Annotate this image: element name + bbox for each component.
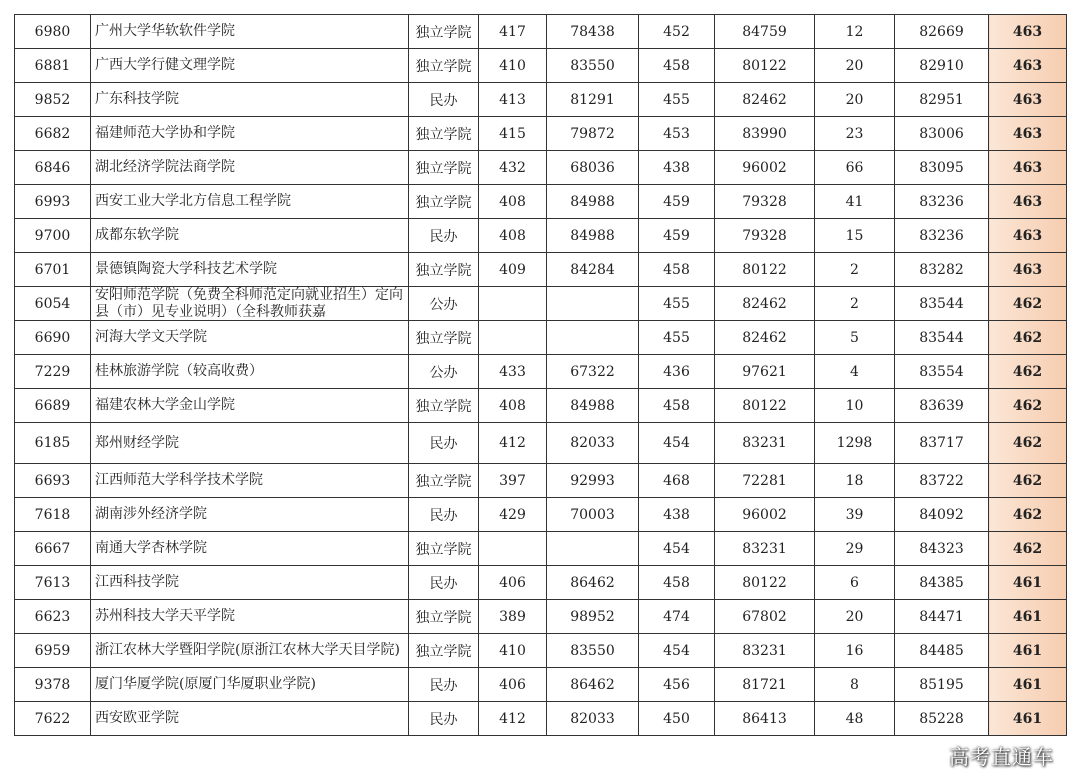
- rank-cell-1: 81291: [547, 83, 639, 117]
- school-code-cell: 6690: [15, 321, 91, 355]
- school-type-cell: 独立学院: [409, 464, 479, 498]
- rank-cell-3: 83006: [895, 117, 989, 151]
- table-row: [15, 498, 1067, 532]
- rank-cell-1: 84988: [547, 219, 639, 253]
- min-score-cell: 461: [989, 600, 1067, 634]
- rank-cell-2: 80122: [715, 49, 815, 83]
- rank-cell-1: 84988: [547, 389, 639, 423]
- score-cell-1: 417: [479, 15, 547, 49]
- score-cell-2: 455: [639, 321, 715, 355]
- table-row: [15, 321, 1067, 355]
- min-score-cell: 463: [989, 219, 1067, 253]
- count-cell: 23: [815, 117, 895, 151]
- school-name-text: 苏州科技大学天平学院: [95, 608, 235, 624]
- score-cell-2: 459: [639, 185, 715, 219]
- rank-cell-3: 83282: [895, 253, 989, 287]
- school-name-text: 浙江农林大学暨阳学院(原浙江农林大学天目学院): [95, 642, 400, 658]
- rank-cell-1: 67322: [547, 355, 639, 389]
- rank-cell-2: 82462: [715, 321, 815, 355]
- score-cell-1: 412: [479, 702, 547, 736]
- school-name-cell: [91, 15, 409, 49]
- min-score-cell: 462: [989, 498, 1067, 532]
- rank-cell-2: 80122: [715, 566, 815, 600]
- min-score-cell: 461: [989, 668, 1067, 702]
- min-score-cell: 463: [989, 117, 1067, 151]
- score-cell-1: 397: [479, 464, 547, 498]
- school-code-cell: 7613: [15, 566, 91, 600]
- score-cell-1: 432: [479, 151, 547, 185]
- score-cell-2: 454: [639, 423, 715, 464]
- score-cell-2: 436: [639, 355, 715, 389]
- rank-cell-2: 79328: [715, 219, 815, 253]
- rank-cell-3: 83722: [895, 464, 989, 498]
- score-cell-1: 412: [479, 423, 547, 464]
- rank-cell-3: 82951: [895, 83, 989, 117]
- school-code-cell: 6185: [15, 423, 91, 464]
- rank-cell-2: 72281: [715, 464, 815, 498]
- score-cell-1: 429: [479, 498, 547, 532]
- table-row: [15, 423, 1067, 464]
- rank-cell-3: 83639: [895, 389, 989, 423]
- table-row: [15, 15, 1067, 49]
- school-code-cell: 6667: [15, 532, 91, 566]
- score-cell-2: 438: [639, 151, 715, 185]
- rank-cell-2: 97621: [715, 355, 815, 389]
- rank-cell-1: 84284: [547, 253, 639, 287]
- table-row: [15, 634, 1067, 668]
- rank-cell-1: 92993: [547, 464, 639, 498]
- count-cell: 66: [815, 151, 895, 185]
- table-row: [15, 668, 1067, 702]
- rank-cell-1: 82033: [547, 702, 639, 736]
- school-type-cell: 独立学院: [409, 117, 479, 151]
- table-row: [15, 532, 1067, 566]
- school-name-cell: [91, 389, 409, 423]
- school-name-cell: [91, 498, 409, 532]
- min-score-cell: 461: [989, 634, 1067, 668]
- rank-cell-3: 84385: [895, 566, 989, 600]
- rank-cell-3: 84323: [895, 532, 989, 566]
- school-type-cell: 独立学院: [409, 321, 479, 355]
- school-name-cell: [91, 83, 409, 117]
- school-code-cell: 6623: [15, 600, 91, 634]
- table-row: [15, 49, 1067, 83]
- score-cell-1: 433: [479, 355, 547, 389]
- school-type-cell: 公办: [409, 355, 479, 389]
- count-cell: 2: [815, 253, 895, 287]
- count-cell: 29: [815, 532, 895, 566]
- rank-cell-1: 83550: [547, 634, 639, 668]
- count-cell: 41: [815, 185, 895, 219]
- rank-cell-1: 68036: [547, 151, 639, 185]
- school-name-text: 西安欧亚学院: [95, 710, 179, 726]
- school-code-cell: 6693: [15, 464, 91, 498]
- rank-cell-1: 82033: [547, 423, 639, 464]
- score-cell-2: 438: [639, 498, 715, 532]
- school-code-cell: 6689: [15, 389, 91, 423]
- score-cell-1: 408: [479, 185, 547, 219]
- school-name-cell: [91, 253, 409, 287]
- rank-cell-2: 83231: [715, 423, 815, 464]
- school-code-cell: 9700: [15, 219, 91, 253]
- min-score-cell: 462: [989, 389, 1067, 423]
- score-cell-1: [479, 532, 547, 566]
- count-cell: 10: [815, 389, 895, 423]
- score-cell-2: 456: [639, 668, 715, 702]
- rank-cell-2: 86413: [715, 702, 815, 736]
- min-score-cell: 463: [989, 151, 1067, 185]
- count-cell: 5: [815, 321, 895, 355]
- rank-cell-1: 70003: [547, 498, 639, 532]
- school-type-cell: 独立学院: [409, 185, 479, 219]
- school-name-text: 湖北经济学院法商学院: [95, 159, 235, 175]
- rank-cell-3: 83554: [895, 355, 989, 389]
- table-row: [15, 566, 1067, 600]
- school-name-text: 景德镇陶瓷大学科技艺术学院: [95, 261, 277, 277]
- count-cell: 20: [815, 49, 895, 83]
- school-name-text: 安阳师范学院（免费全科师范定向就业招生）定向县（市）见专业说明）（全科教师获嘉: [95, 287, 403, 320]
- school-name-cell: [91, 464, 409, 498]
- rank-cell-1: 78438: [547, 15, 639, 49]
- school-name-text: 广州大学华软软件学院: [95, 23, 235, 39]
- count-cell: 8: [815, 668, 895, 702]
- school-name-cell: [91, 634, 409, 668]
- rank-cell-1: 98952: [547, 600, 639, 634]
- table-row: [15, 464, 1067, 498]
- min-score-cell: 463: [989, 185, 1067, 219]
- min-score-cell: 462: [989, 423, 1067, 464]
- rank-cell-3: 83236: [895, 219, 989, 253]
- count-cell: 12: [815, 15, 895, 49]
- school-name-cell: [91, 185, 409, 219]
- score-cell-2: 458: [639, 253, 715, 287]
- school-code-cell: 6682: [15, 117, 91, 151]
- school-type-cell: 民办: [409, 83, 479, 117]
- score-cell-2: 458: [639, 566, 715, 600]
- rank-cell-2: 80122: [715, 253, 815, 287]
- rank-cell-2: 83231: [715, 634, 815, 668]
- rank-cell-2: 80122: [715, 389, 815, 423]
- school-name-cell: [91, 532, 409, 566]
- score-cell-1: 410: [479, 49, 547, 83]
- score-cell-2: 459: [639, 219, 715, 253]
- watermark-logo: 高考直通车: [949, 745, 1054, 769]
- min-score-cell: 461: [989, 702, 1067, 736]
- school-type-cell: 民办: [409, 498, 479, 532]
- rank-cell-1: 79872: [547, 117, 639, 151]
- rank-cell-1: 86462: [547, 668, 639, 702]
- score-cell-2: 458: [639, 49, 715, 83]
- school-type-cell: 独立学院: [409, 600, 479, 634]
- min-score-cell: 463: [989, 49, 1067, 83]
- admission-score-table: [14, 14, 1067, 736]
- school-name-text: 江西师范大学科学技术学院: [95, 472, 263, 488]
- school-name-text: 桂林旅游学院（较高收费）: [95, 363, 263, 379]
- school-code-cell: 6881: [15, 49, 91, 83]
- school-name-cell: [91, 151, 409, 185]
- rank-cell-3: 83717: [895, 423, 989, 464]
- rank-cell-3: 84485: [895, 634, 989, 668]
- school-name-cell: [91, 49, 409, 83]
- score-cell-2: 452: [639, 15, 715, 49]
- school-name-cell: [91, 117, 409, 151]
- min-score-cell: 462: [989, 532, 1067, 566]
- school-name-text: 南通大学杏林学院: [95, 540, 207, 556]
- min-score-cell: 463: [989, 253, 1067, 287]
- rank-cell-2: 83231: [715, 532, 815, 566]
- school-name-cell: [91, 566, 409, 600]
- min-score-cell: 462: [989, 321, 1067, 355]
- rank-cell-1: 83550: [547, 49, 639, 83]
- school-code-cell: 9378: [15, 668, 91, 702]
- score-cell-2: 458: [639, 389, 715, 423]
- min-score-cell: 461: [989, 566, 1067, 600]
- table-row: [15, 117, 1067, 151]
- school-name-text: 福建农林大学金山学院: [95, 397, 235, 413]
- rank-cell-3: 85195: [895, 668, 989, 702]
- school-type-cell: 民办: [409, 668, 479, 702]
- table-row: [15, 389, 1067, 423]
- school-name-cell: [91, 321, 409, 355]
- score-cell-1: 408: [479, 219, 547, 253]
- score-cell-1: 408: [479, 389, 547, 423]
- rank-cell-1: 84988: [547, 185, 639, 219]
- school-name-cell: [91, 219, 409, 253]
- school-type-cell: 独立学院: [409, 49, 479, 83]
- rank-cell-1: [547, 321, 639, 355]
- score-cell-1: 406: [479, 668, 547, 702]
- table-body: [15, 15, 1067, 736]
- rank-cell-2: 82462: [715, 287, 815, 321]
- rank-cell-3: 85228: [895, 702, 989, 736]
- score-cell-1: [479, 321, 547, 355]
- count-cell: 2: [815, 287, 895, 321]
- school-name-cell: [91, 600, 409, 634]
- rank-cell-3: 83544: [895, 321, 989, 355]
- table-row: [15, 702, 1067, 736]
- school-code-cell: 6054: [15, 287, 91, 321]
- school-code-cell: 6701: [15, 253, 91, 287]
- school-name-text: 西安工业大学北方信息工程学院: [95, 193, 291, 209]
- table-row: [15, 253, 1067, 287]
- school-code-cell: 6980: [15, 15, 91, 49]
- school-name-cell: [91, 355, 409, 389]
- rank-cell-3: 83095: [895, 151, 989, 185]
- count-cell: 18: [815, 464, 895, 498]
- school-name-text: 广西大学行健文理学院: [95, 57, 235, 73]
- count-cell: 1298: [815, 423, 895, 464]
- table-row: [15, 219, 1067, 253]
- score-cell-2: 454: [639, 634, 715, 668]
- rank-cell-1: [547, 287, 639, 321]
- rank-cell-3: 84092: [895, 498, 989, 532]
- score-cell-2: 454: [639, 532, 715, 566]
- score-cell-1: 415: [479, 117, 547, 151]
- school-type-cell: 民办: [409, 423, 479, 464]
- school-name-cell: [91, 668, 409, 702]
- score-cell-1: 409: [479, 253, 547, 287]
- school-name-text: 河海大学文天学院: [95, 329, 207, 345]
- school-type-cell: 公办: [409, 287, 479, 321]
- table-row: [15, 185, 1067, 219]
- count-cell: 15: [815, 219, 895, 253]
- school-name-text: 湖南涉外经济学院: [95, 506, 207, 522]
- min-score-cell: 462: [989, 355, 1067, 389]
- min-score-cell: 462: [989, 464, 1067, 498]
- school-code-cell: 6993: [15, 185, 91, 219]
- rank-cell-3: 82910: [895, 49, 989, 83]
- school-type-cell: 独立学院: [409, 151, 479, 185]
- school-code-cell: 7622: [15, 702, 91, 736]
- count-cell: 6: [815, 566, 895, 600]
- score-cell-2: 455: [639, 287, 715, 321]
- score-cell-1: 406: [479, 566, 547, 600]
- school-code-cell: 7618: [15, 498, 91, 532]
- school-code-cell: 9852: [15, 83, 91, 117]
- min-score-cell: 463: [989, 83, 1067, 117]
- rank-cell-3: 83544: [895, 287, 989, 321]
- table-row: [15, 83, 1067, 117]
- score-cell-1: 410: [479, 634, 547, 668]
- school-type-cell: 民办: [409, 219, 479, 253]
- school-type-cell: 独立学院: [409, 15, 479, 49]
- school-name-text: 郑州财经学院: [95, 434, 179, 451]
- rank-cell-3: 83236: [895, 185, 989, 219]
- school-code-cell: 6959: [15, 634, 91, 668]
- table-row: [15, 355, 1067, 389]
- school-name-cell: [91, 287, 409, 321]
- school-code-cell: 6846: [15, 151, 91, 185]
- rank-cell-1: [547, 532, 639, 566]
- table-row: [15, 151, 1067, 185]
- rank-cell-2: 84759: [715, 15, 815, 49]
- rank-cell-3: 84471: [895, 600, 989, 634]
- rank-cell-2: 79328: [715, 185, 815, 219]
- school-type-cell: 独立学院: [409, 634, 479, 668]
- score-cell-2: 474: [639, 600, 715, 634]
- school-type-cell: 民办: [409, 702, 479, 736]
- school-type-cell: 独立学院: [409, 253, 479, 287]
- score-cell-1: [479, 287, 547, 321]
- count-cell: 16: [815, 634, 895, 668]
- school-name-text: 厦门华厦学院(原厦门华厦职业学院): [95, 676, 316, 692]
- rank-cell-2: 96002: [715, 498, 815, 532]
- count-cell: 4: [815, 355, 895, 389]
- school-name-text: 福建师范大学协和学院: [95, 125, 235, 141]
- rank-cell-2: 67802: [715, 600, 815, 634]
- count-cell: 39: [815, 498, 895, 532]
- school-code-cell: 7229: [15, 355, 91, 389]
- rank-cell-2: 82462: [715, 83, 815, 117]
- min-score-cell: 463: [989, 15, 1067, 49]
- rank-cell-3: 82669: [895, 15, 989, 49]
- school-name-text: 江西科技学院: [95, 574, 179, 590]
- school-name-cell: [91, 702, 409, 736]
- rank-cell-2: 96002: [715, 151, 815, 185]
- school-name-cell: [91, 423, 409, 464]
- rank-cell-1: 86462: [547, 566, 639, 600]
- table-row: [15, 600, 1067, 634]
- count-cell: 20: [815, 600, 895, 634]
- score-cell-2: 468: [639, 464, 715, 498]
- school-name-text: 广东科技学院: [95, 91, 179, 107]
- table-row: [15, 287, 1067, 321]
- score-cell-2: 453: [639, 117, 715, 151]
- count-cell: 48: [815, 702, 895, 736]
- rank-cell-2: 81721: [715, 668, 815, 702]
- school-type-cell: 独立学院: [409, 389, 479, 423]
- score-cell-2: 450: [639, 702, 715, 736]
- school-name-text: 成都东软学院: [95, 227, 179, 243]
- school-type-cell: 独立学院: [409, 532, 479, 566]
- min-score-cell: 462: [989, 287, 1067, 321]
- school-type-cell: 民办: [409, 566, 479, 600]
- score-cell-1: 413: [479, 83, 547, 117]
- score-cell-2: 455: [639, 83, 715, 117]
- score-cell-1: 389: [479, 600, 547, 634]
- count-cell: 20: [815, 83, 895, 117]
- rank-cell-2: 83990: [715, 117, 815, 151]
